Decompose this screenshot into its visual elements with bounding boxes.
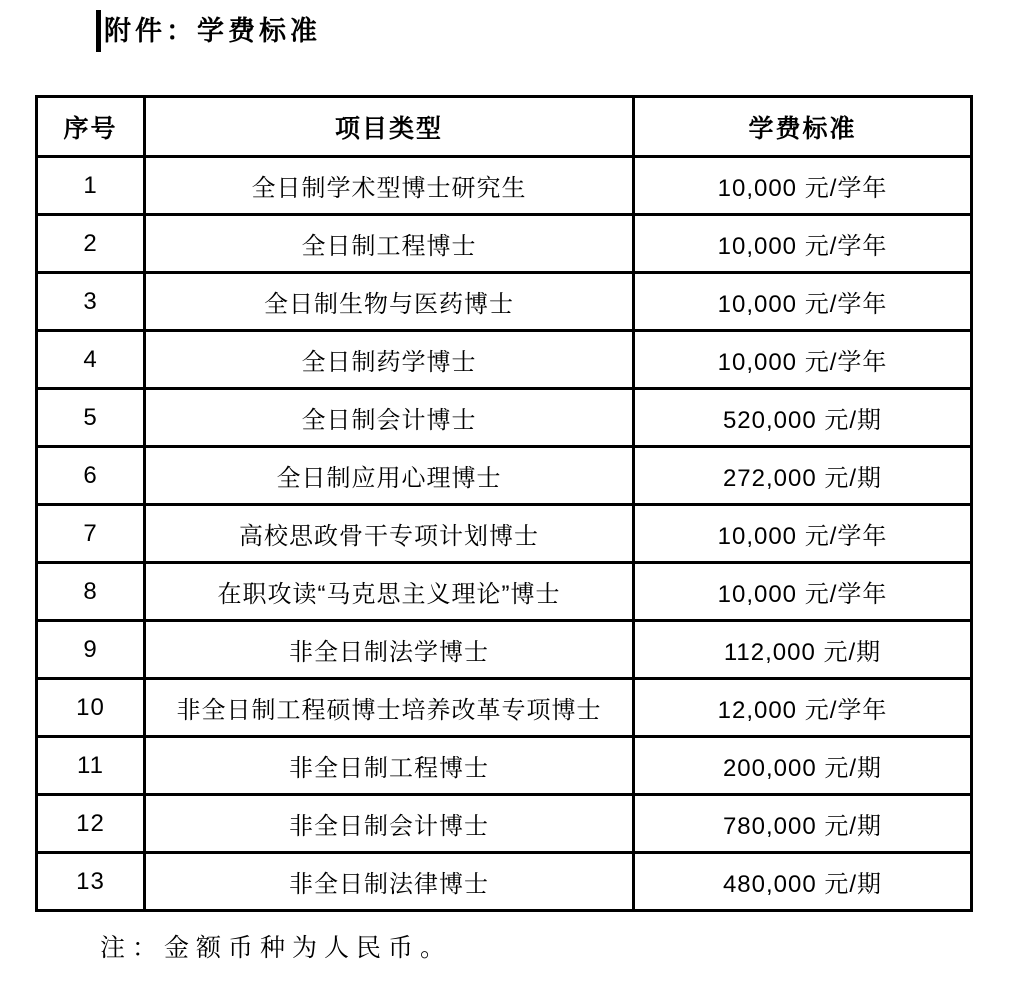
fee-standard: 10,000 元/学年 [634,505,972,563]
header-program-type: 项目类型 [145,97,634,157]
table-row [37,737,972,795]
row-number: 7 [37,505,145,563]
program-type: 非全日制法学博士 [145,621,634,679]
table-row [37,215,972,273]
table-row [37,331,972,389]
attachment-title-text: 附件：学费标准 [104,16,321,46]
table-row [37,679,972,737]
header-serial-number: 序号 [37,97,145,157]
program-type: 非全日制工程硕博士培养改革专项博士 [145,679,634,737]
table-header-row [37,97,972,157]
row-number: 8 [37,563,145,621]
row-number: 5 [37,389,145,447]
fee-standard: 112,000 元/期 [634,621,972,679]
program-type: 全日制应用心理博士 [145,447,634,505]
table-row [37,853,972,911]
program-type: 全日制药学博士 [145,331,634,389]
row-number: 13 [37,853,145,911]
program-type: 全日制工程博士 [145,215,634,273]
fee-standard: 10,000 元/学年 [634,273,972,331]
table-row [37,389,972,447]
table-row [37,563,972,621]
tuition-fee-table [35,95,973,912]
fee-standard: 272,000 元/期 [634,447,972,505]
program-type: 非全日制工程博士 [145,737,634,795]
program-type: 全日制会计博士 [145,389,634,447]
text-cursor [96,10,101,52]
fee-standard: 200,000 元/期 [634,737,972,795]
fee-standard: 10,000 元/学年 [634,157,972,215]
fee-standard: 480,000 元/期 [634,853,972,911]
header-fee-standard: 学费标准 [634,97,972,157]
fee-standard: 10,000 元/学年 [634,215,972,273]
row-number: 6 [37,447,145,505]
program-type: 全日制生物与医药博士 [145,273,634,331]
row-number: 1 [37,157,145,215]
table-row [37,273,972,331]
fee-standard: 520,000 元/期 [634,389,972,447]
program-type: 非全日制会计博士 [145,795,634,853]
table-row [37,621,972,679]
table-row [37,795,972,853]
currency-note: 注：金额币种为人民币。 [100,935,453,962]
program-type: 非全日制法律博士 [145,853,634,911]
row-number: 4 [37,331,145,389]
fee-standard: 12,000 元/学年 [634,679,972,737]
table-row [37,447,972,505]
row-number: 11 [37,737,145,795]
program-type: 在职攻读“马克思主义理论”博士 [145,563,634,621]
program-type: 全日制学术型博士研究生 [145,157,634,215]
fee-standard: 10,000 元/学年 [634,563,972,621]
attachment-title [96,10,321,52]
row-number: 10 [37,679,145,737]
table-row [37,505,972,563]
row-number: 12 [37,795,145,853]
fee-standard: 10,000 元/学年 [634,331,972,389]
row-number: 9 [37,621,145,679]
fee-standard: 780,000 元/期 [634,795,972,853]
program-type: 高校思政骨干专项计划博士 [145,505,634,563]
table-row [37,157,972,215]
row-number: 3 [37,273,145,331]
row-number: 2 [37,215,145,273]
